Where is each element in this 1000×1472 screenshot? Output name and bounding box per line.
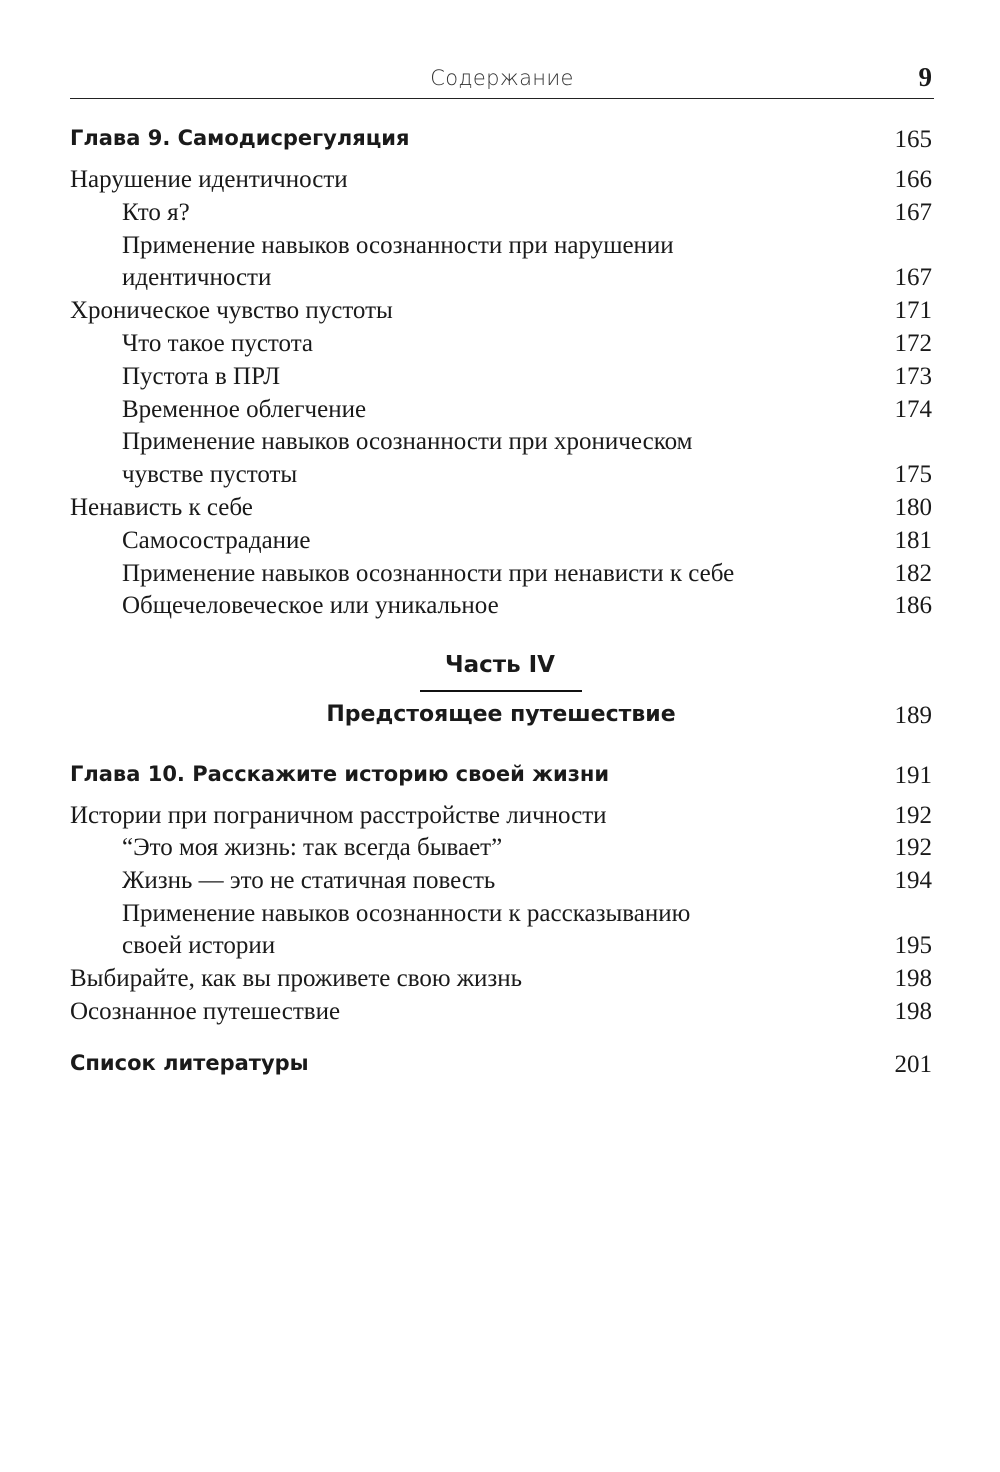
toc-entry-page: 186 — [894, 592, 932, 619]
toc-entry-title: Истории при пограничном расстройстве личности — [70, 802, 607, 829]
toc-section[interactable] — [70, 494, 932, 528]
toc-entry-page: 167 — [894, 199, 932, 226]
toc-subsection-line2[interactable] — [70, 461, 932, 495]
toc-subsection[interactable] — [70, 330, 932, 364]
toc-entry-title: Глава 9. Самодисрегуляция — [70, 126, 410, 150]
toc-entry-title: “Это моя жизнь: так всегда бывает” — [122, 834, 503, 861]
toc-entry-page: 192 — [894, 802, 932, 829]
toc-entry-page: 191 — [894, 762, 932, 789]
toc-entry-page: 173 — [894, 363, 932, 390]
toc-entry-page: 195 — [894, 932, 932, 959]
toc-subsection[interactable] — [70, 834, 932, 868]
toc-entry-page: 167 — [894, 264, 932, 291]
toc-entry-title: Жизнь — это не статичная повесть — [122, 867, 496, 894]
toc-entry-page: 175 — [894, 461, 932, 488]
toc-entry-page: 166 — [894, 166, 932, 193]
toc-section[interactable] — [70, 297, 932, 331]
toc-entry-page: 180 — [894, 494, 932, 521]
toc-entry-page: 192 — [894, 834, 932, 861]
toc-entry-title: Нарушение идентичности — [70, 166, 348, 193]
part-divider — [420, 690, 582, 692]
toc-section[interactable] — [70, 998, 932, 1032]
toc-entry-title: своей истории — [122, 932, 276, 959]
toc-subsection[interactable] — [70, 560, 932, 594]
toc-subsection[interactable] — [70, 396, 932, 430]
toc-entry-title: Применение навыков осознанности при хроническом — [122, 428, 693, 455]
toc-entry-title: Что такое пустота — [122, 330, 314, 357]
toc-subsection[interactable] — [70, 527, 932, 561]
toc-entry-title: Общечеловеческое или уникальное — [122, 592, 499, 619]
toc-entry-page: 198 — [894, 965, 932, 992]
toc-entry-title: Список литературы — [70, 1051, 309, 1075]
toc-entry-title: Ненависть к себе — [70, 494, 253, 521]
toc-subsection-line1[interactable] — [70, 428, 932, 462]
toc-entry-title: Выбирайте, как вы проживете свою жизнь — [70, 965, 523, 992]
toc-entry-title: чувстве пустоты — [122, 461, 298, 488]
running-header — [70, 62, 934, 99]
toc-entry-title: Применение навыков осознанности при нарушении — [122, 232, 674, 259]
toc-entry-title: Глава 10. Расскажите историю своей жизни — [70, 762, 610, 786]
toc-entry-page: 198 — [894, 998, 932, 1025]
header-title: Содержание — [430, 66, 574, 90]
toc-entry-title: Кто я? — [122, 199, 190, 226]
toc-section[interactable] — [70, 965, 932, 999]
toc-entry-page: 201 — [894, 1051, 932, 1078]
toc-entry-title: Применение навыков осознанности при ненависти к себе — [122, 560, 735, 587]
toc-subsection[interactable] — [70, 867, 932, 901]
toc-entry-page: 181 — [894, 527, 932, 554]
toc-entry-title: Временное облегчение — [122, 396, 367, 423]
toc-entry-title: Применение навыков осознанности к рассказыванию — [122, 900, 691, 927]
toc-subsection-line2[interactable] — [70, 932, 932, 966]
toc-section[interactable] — [70, 802, 932, 836]
part-title: Предстоящее путешествие — [326, 702, 676, 727]
toc-subsection-line2[interactable] — [70, 264, 932, 298]
toc-subsection[interactable] — [70, 592, 932, 626]
toc-entry-page: 172 — [894, 330, 932, 357]
toc-entry-page: 174 — [894, 396, 932, 423]
toc-entry-title: идентичности — [122, 264, 272, 291]
toc-subsection[interactable] — [70, 363, 932, 397]
toc-part-4[interactable] — [70, 702, 932, 736]
toc-section[interactable] — [70, 166, 932, 200]
toc-entry-title: Пустота в ПРЛ — [122, 363, 281, 390]
toc-subsection-line1[interactable] — [70, 900, 932, 934]
toc-entry-title: Хроническое чувство пустоты — [70, 297, 393, 324]
toc-entry-page: 194 — [894, 867, 932, 894]
toc-entry-page: 165 — [894, 126, 932, 153]
toc-entry-page: 189 — [894, 702, 932, 729]
toc-chapter-10[interactable] — [70, 762, 932, 796]
toc-entry-page: 171 — [894, 297, 932, 324]
toc-chapter-9[interactable] — [70, 126, 932, 160]
toc-entry-title: Осознанное путешествие — [70, 998, 341, 1025]
toc-bibliography[interactable] — [70, 1051, 932, 1085]
part-label: Часть IV — [445, 652, 555, 678]
toc-subsection-line1[interactable] — [70, 232, 932, 266]
toc-entry-title: Самосострадание — [122, 527, 311, 554]
header-page-number: 9 — [918, 62, 932, 92]
toc-entry-page: 182 — [894, 560, 932, 587]
toc-subsection[interactable] — [70, 199, 932, 233]
